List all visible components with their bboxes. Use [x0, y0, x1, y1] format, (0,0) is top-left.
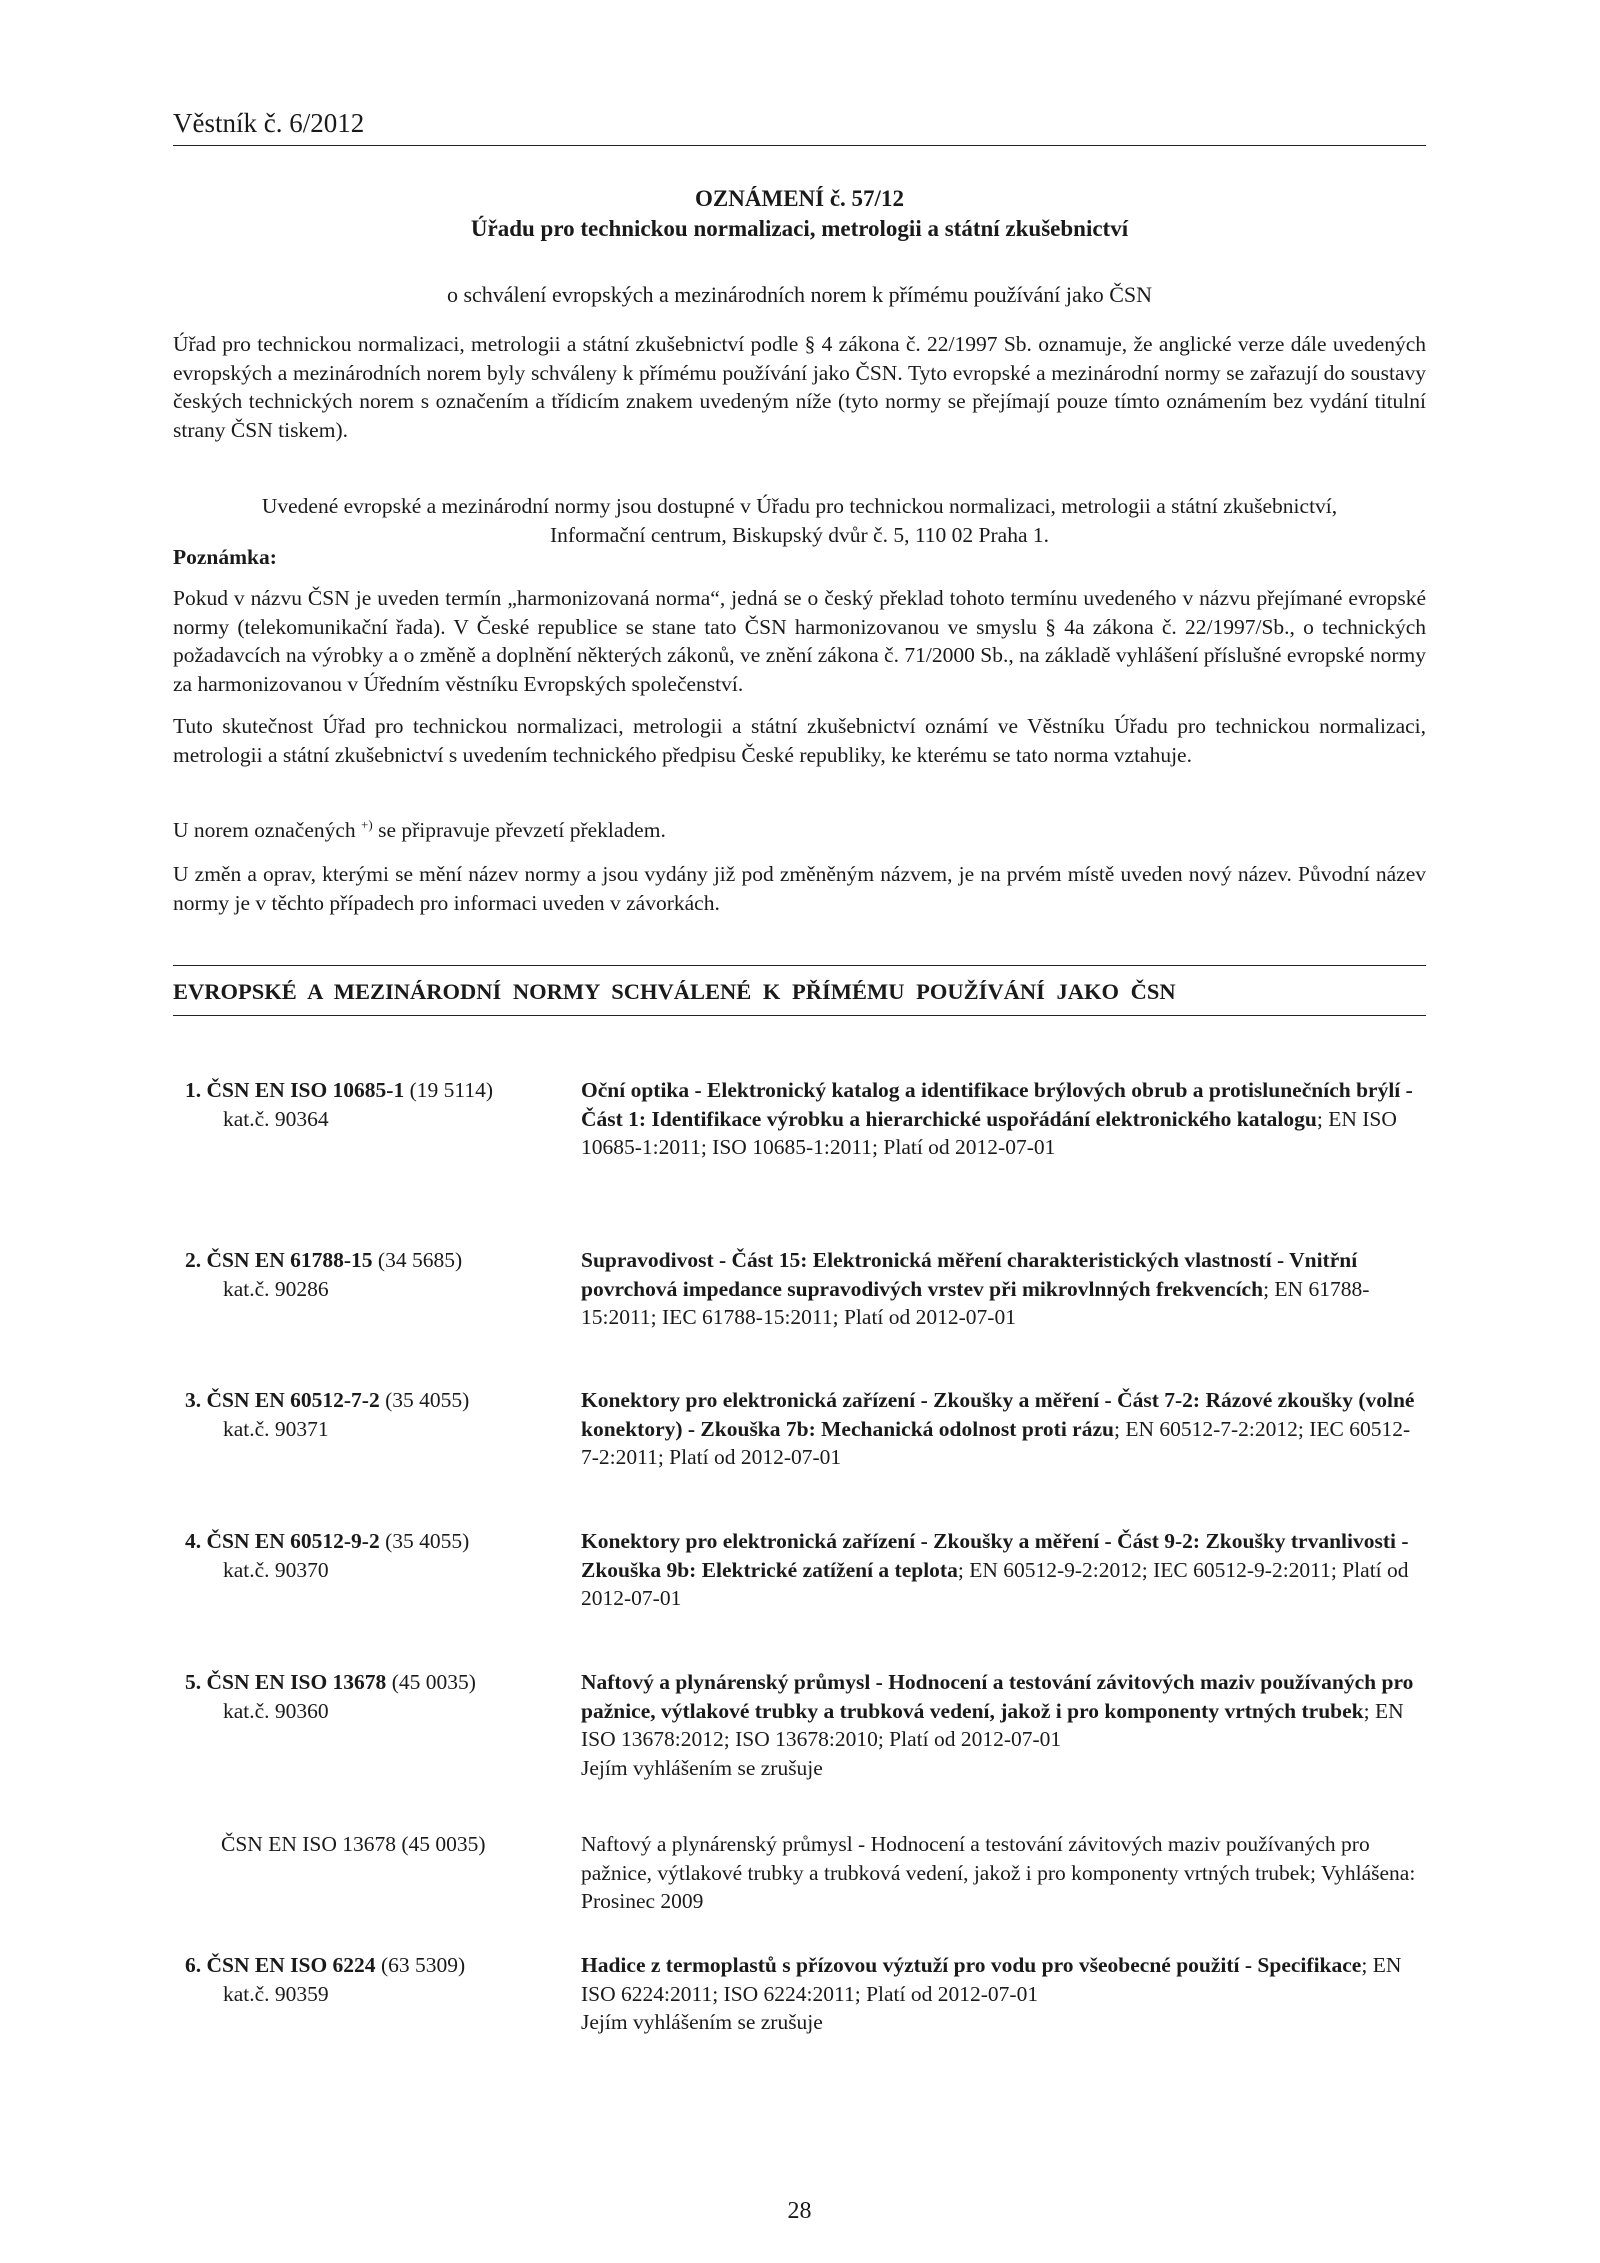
availability-line-1: Uvedené evropské a mezinárodní normy jsou dostupné v Úřadu pro technickou normalizaci, metrologii a státní zkušebnictví, — [261, 494, 1338, 518]
entry-title-bold: Konektory pro elektronická zařízení - Zkoušky a měření - Část 7-2: Rázové zkoušky (volné konektory) - Zkouška 7b: Mechanická odolnost proti rázu — [581, 1388, 1415, 1441]
translation-marker: +) — [361, 817, 373, 832]
note-paragraph-2: Tuto skutečnost Úřad pro technickou normalizaci, metrologii a státní zkušebnictví oznámí ve Věstníku Úřadu pro technickou normalizaci, metrologii a státní zkušebnictví s uvedením technického předpisu České republiky, ke kterému se tato norma vztahuje. — [173, 714, 1426, 767]
entry-class: (35 4055) — [379, 1388, 470, 1412]
note-paragraph-4: U změn a oprav, kterými se mění název normy a jsou vydány již pod změněným názvem, je na prvém místě uveden nový název. Původní název normy je v těchto případech pro informaci uveden v závorkách. — [173, 862, 1426, 915]
note-paragraph-3 — [173, 811, 1426, 845]
entry-catalog-number: kat.č. 90370 — [223, 1557, 329, 1582]
entry-details: ; EN 61788-15:2011; IEC 61788-15:2011; Platí od 2012-07-01 — [581, 1276, 1370, 1330]
entry-designation — [185, 1527, 575, 1584]
cancellation-note: Jejím vyhlášením se zrušuje — [581, 2010, 823, 2035]
entry-details: ; EN 60512-7-2:2012; IEC 60512-7-2:2011; Platí od 2012-07-01 — [581, 1416, 1411, 1470]
document-page — [173, 0, 1426, 2263]
note-paragraph-3-start: U norem označených — [173, 818, 362, 843]
entry-designation — [185, 1951, 575, 2008]
section-top-rule — [173, 965, 1426, 966]
entry-number: 2. — [185, 1248, 202, 1272]
entry-title-bold: Hadice z termoplastů s přízovou výztuží pro vodu pro všeobecné použití - Specifikace — [581, 1953, 1362, 1977]
entry-title — [581, 1076, 1426, 1162]
entry-details: ; EN ISO 6224:2011; ISO 6224:2011; Platí od 2012-07-01 — [581, 1953, 1402, 2006]
entry-title — [581, 1527, 1426, 1613]
entry-catalog-number: kat.č. 90286 — [223, 1276, 329, 1301]
entry-designation — [185, 1386, 575, 1443]
entry-class: (63 5309) — [375, 1953, 466, 1977]
entry-number: 1. — [185, 1078, 202, 1102]
entry-title-bold: Naftový a plynárenský průmysl - Hodnocení a testování závitových maziv používaných pro pažnice, výtlakové trubky a trubková vedení, jakož i pro komponenty vrtných trubek — [581, 1670, 1414, 1723]
entry-code: ČSN EN 60512-9-2 — [206, 1529, 380, 1553]
issuing-office: Úřadu pro technickou normalizaci, metrologii a státní zkušebnictví — [470, 216, 1129, 241]
entry-title — [581, 1668, 1426, 1782]
entry-catalog-number: kat.č. 90371 — [223, 1416, 329, 1441]
entry-title-bold: Konektory pro elektronická zařízení - Zkoušky a měření - Část 9-2: Zkoušky trvanlivosti - Zkouška 9b: Elektrické zatížení a teplota — [581, 1529, 1409, 1582]
entry-number: 6. — [185, 1953, 202, 1977]
entry-class: (45 0035) — [386, 1670, 476, 1694]
note-paragraph-3-end: se připravuje převzetí překladem. — [372, 818, 666, 843]
cancellation-note: Jejím vyhlášením se zrušuje — [581, 1755, 823, 1780]
entry-code: ČSN EN 61788-15 — [206, 1248, 373, 1272]
entry-catalog-number: kat.č. 90359 — [223, 1981, 329, 2006]
entry-class: (35 4055) — [379, 1529, 470, 1553]
entry-catalog-number: kat.č. 90364 — [223, 1106, 329, 1131]
note-label: Poznámka: — [173, 545, 277, 569]
announcement-subject: o schválení evropských a mezinárodních norem k přímému používání jako ČSN — [446, 282, 1153, 307]
entry-code: ČSN EN 60512-7-2 — [206, 1388, 380, 1412]
entry-class: (19 5114) — [404, 1078, 493, 1102]
entry-details: ; EN 60512-9-2:2012; IEC 60512-9-2:2011; Platí od 2012-07-01 — [581, 1557, 1409, 1611]
section-heading: EVROPSKÉ A MEZINÁRODNÍ NORMY SCHVÁLENÉ K PŘÍMÉMU POUŽÍVÁNÍ JAKO ČSN — [173, 979, 1176, 1004]
section-bottom-rule — [173, 1015, 1426, 1016]
entry-designation — [185, 1246, 575, 1303]
announcement-number: OZNÁMENÍ č. 57/12 — [695, 186, 904, 211]
entry-class: (34 5685) — [372, 1248, 463, 1272]
note-paragraph-1: Pokud v názvu ČSN je uveden termín „harmonizovaná norma“, jedná se o český překlad tohoto termínu uvedeného v názvu přejímané evropské normy (telekomunikační řada). V České republice se stane tato ČSN harmonizovanou ve smyslu § 4a zákona č. 22/1997/Sb., o technických požadavcích na výrobky a o změně a doplnění některých zákonů, ve znění zákona č. 71/2000 Sb., na základě vyhlášení příslušné evropské normy za harmonizovanou v Úředním věstníku Evropských společenství. — [173, 586, 1426, 696]
entry-number: 4. — [185, 1529, 202, 1553]
entry-details: ; EN ISO 10685-1:2011; ISO 10685-1:2011; Platí od 2012-07-01 — [581, 1106, 1397, 1160]
entry-code: ČSN EN ISO 10685-1 — [206, 1078, 405, 1102]
entry-title — [581, 1951, 1426, 2037]
entry-code: ČSN EN ISO 6224 — [206, 1953, 376, 1977]
header-rule — [173, 145, 1426, 146]
entry-details: ; EN ISO 13678:2012; ISO 13678:2010; Platí od 2012-07-01 — [581, 1698, 1404, 1752]
running-header: Věstník č. 6/2012 — [173, 108, 365, 138]
page-number: 28 — [787, 2198, 812, 2224]
title-block — [173, 184, 1426, 310]
intro-paragraph: Úřad pro technickou normalizaci, metrologii a státní zkušebnictví podle § 4 zákona č. 22/1997 Sb. oznamuje, že anglické verze dále uvedených evropských a mezinárodních norem byly schváleny k přímému používání jako ČSN. Tyto evropské a mezinárodní normy se zařazují do soustavy českých technických norem s označením a třídicím znakem uvedeným níže (tyto normy se přejímají pouze tímto oznámením bez vydání titulní strany ČSN tiskem). — [173, 332, 1426, 442]
entry-designation — [185, 1076, 575, 1133]
entry-title — [581, 1246, 1426, 1332]
entry-title-bold: Oční optika - Elektronický katalog a identifikace brýlových obrub a protislunečních brýlí - Část 1: Identifikace výrobku a hierarchické uspořádání elektronického katalogu — [581, 1078, 1413, 1131]
entry-title — [581, 1386, 1426, 1472]
superseded-title: Naftový a plynárenský průmysl - Hodnocení a testování závitových maziv používaných pro pažnice, výtlakové trubky a trubková vedení, jakož i pro komponenty vrtných trubek; Vyhlášena: Prosinec 2009 — [581, 1832, 1416, 1914]
entry-designation — [185, 1668, 575, 1725]
availability-line-2: Informační centrum, Biskupský dvůr č. 5, 110 02 Praha 1. — [550, 523, 1049, 547]
entry-title-bold: Supravodivost - Část 15: Elektronická měření charakteristických vlastností - Vnitřní povrchová impedance supravodivých vrstev při mikrovlnných frekvencích — [581, 1248, 1358, 1301]
superseded-code: ČSN EN ISO 13678 (45 0035) — [221, 1832, 486, 1856]
entry-number: 3. — [185, 1388, 202, 1412]
entry-number: 5. — [185, 1670, 202, 1694]
entry-catalog-number: kat.č. 90360 — [223, 1698, 329, 1723]
entry-code: ČSN EN ISO 13678 — [206, 1670, 387, 1694]
